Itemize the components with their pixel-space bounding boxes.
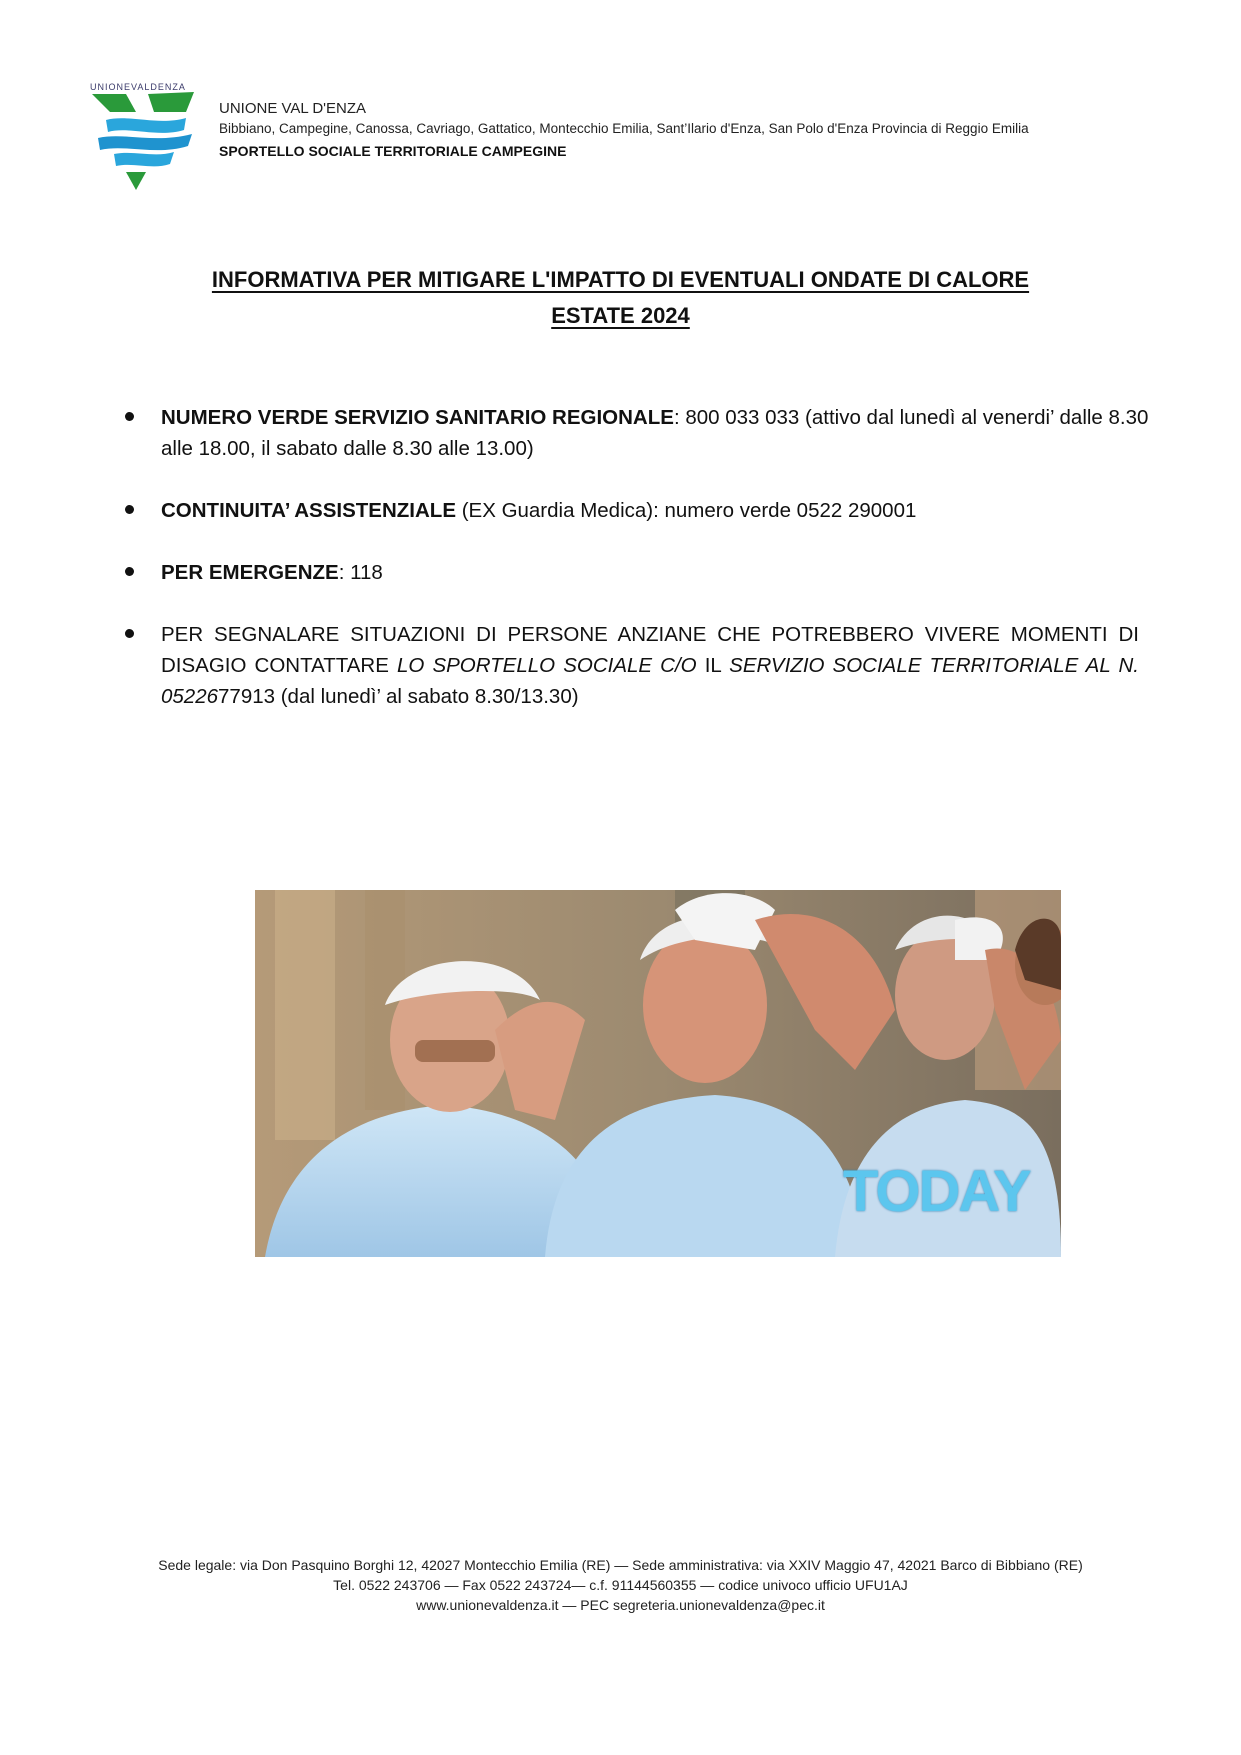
item-label: NUMERO VERDE SERVIZIO SANITARIO REGIONALE (161, 406, 674, 429)
list-item-text (161, 402, 1165, 464)
item-italic-1: LO SPORTELLO SOCIALE C/O (397, 654, 697, 677)
footer-web: www.unionevaldenza.it — PEC segreteria.unionevaldenza@pec.it (416, 1597, 825, 1613)
item-label: CONTINUITA’ ASSISTENZIALE (161, 499, 456, 522)
list-item-text (161, 495, 1165, 526)
item-detail: : 800 033 033 (attivo dal lunedì al venerdi’ dalle 8.30 alle 18.00, il sabato dalle 8.30 alle 13.00) (161, 406, 1149, 460)
union-logo (88, 82, 198, 192)
bullet-icon (125, 505, 134, 514)
logo-caption: UNIONEVALDENZA (90, 82, 186, 92)
footer-contacts: Tel. 0522 243706 — Fax 0522 243724— c.f. 91144560355 — codice univoco ufficio UFU1AJ (333, 1577, 908, 1593)
list-item-text (161, 619, 1139, 712)
item-part-2: IL (696, 654, 730, 677)
item-italic-2: SERVIZIO SOCIALE TERRITORIALE AL N. 05226 (161, 654, 1139, 708)
list-item-continuity-care (125, 495, 1165, 526)
title-line-2: ESTATE 2024 (551, 303, 690, 328)
bullet-icon (125, 629, 134, 638)
photo-watermark: TODAY (843, 1159, 1030, 1224)
municipalities-list: Bibbiano, Campegine, Canossa, Cavriago, Gattatico, Montecchio Emilia, Sant’Ilario d'Enza, San Polo d'Enza Provincia di Reggio Emilia (219, 121, 1029, 136)
title-line-1: INFORMATIVA PER MITIGARE L'IMPATTO DI EVENTUALI ONDATE DI CALORE (211, 267, 1030, 292)
list-item-text (161, 557, 1165, 588)
info-list (125, 402, 1165, 743)
item-label: PER EMERGENZE (161, 561, 339, 584)
item-detail: (EX Guardia Medica): numero verde 0522 290001 (456, 499, 917, 522)
header-block (219, 98, 1119, 162)
item-part-3: 77913 (dal lunedì’ al sabato 8.30/13.30) (218, 685, 579, 708)
list-item-emergencies (125, 557, 1165, 588)
list-item-regional-health-number (125, 402, 1165, 464)
heatwave-photo (255, 890, 1061, 1257)
footer-address: Sede legale: via Don Pasquino Borghi 12, 42027 Montecchio Emilia (RE) — Sede amministrativa: via XXIV Maggio 47, 42021 Barco di Bibbiano (RE) (158, 1557, 1083, 1573)
bullet-icon (125, 567, 134, 576)
office-name: SPORTELLO SOCIALE TERRITORIALE CAMPEGINE (219, 143, 567, 159)
page-footer (60, 1555, 1181, 1615)
list-item-report-elderly (125, 619, 1165, 712)
org-name: UNIONE VAL D'ENZA (219, 100, 367, 117)
item-part-1: PER SEGNALARE SITUAZIONI DI PERSONE ANZIANE CHE POTREBBERO VIVERE MOMENTI DI DISAGIO CONTATTARE (161, 623, 1139, 677)
document-title (100, 262, 1141, 334)
item-detail: : 118 (338, 561, 383, 584)
bullet-icon (125, 412, 134, 421)
